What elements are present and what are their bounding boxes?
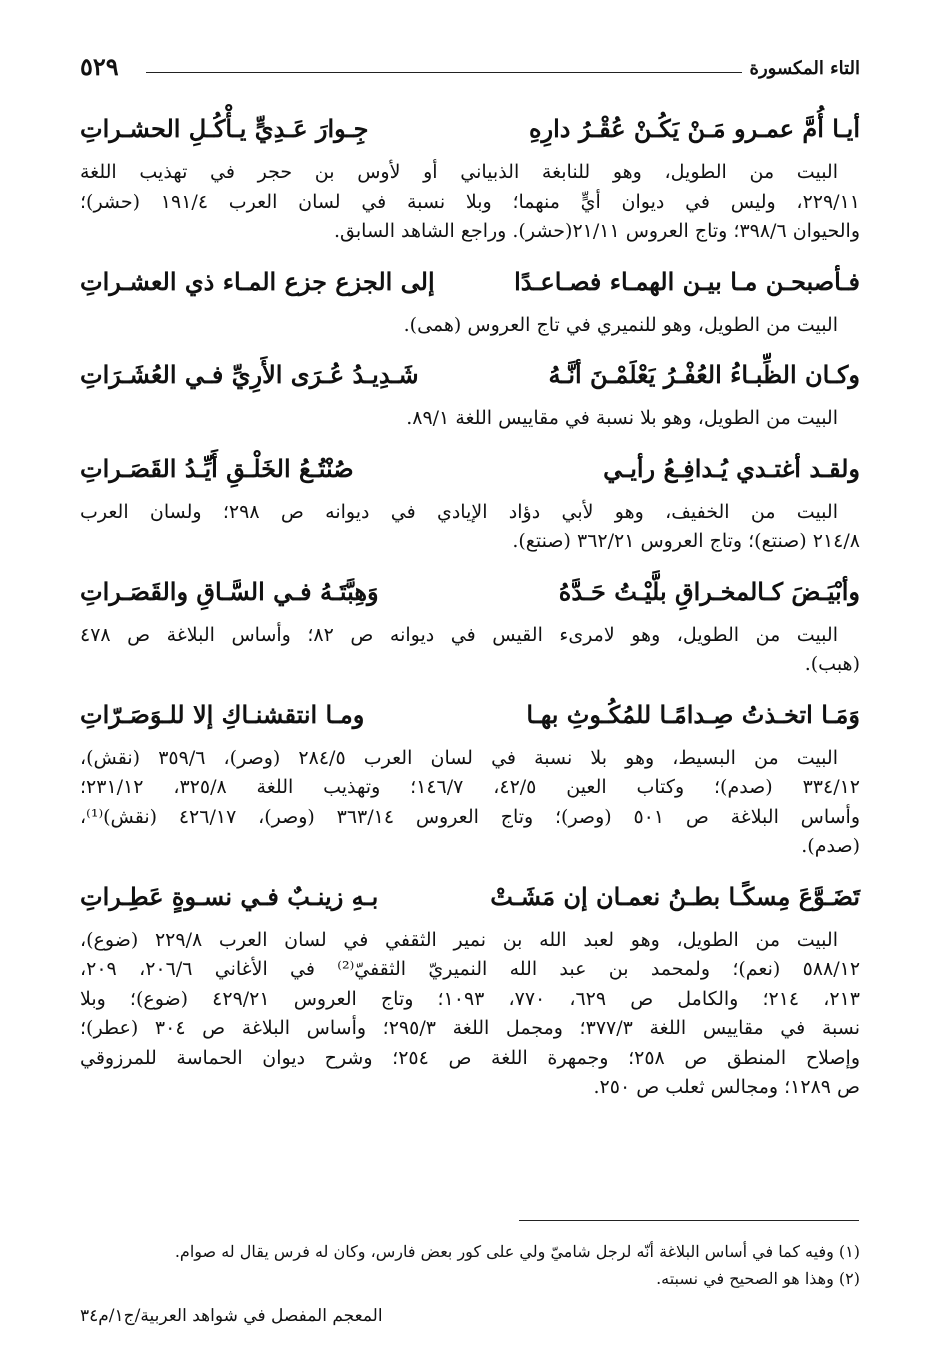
- verse-annotation: [80, 621, 860, 680]
- verse: [80, 870, 860, 924]
- verse-second-hemistich: شَـدِيـدُ عُـرَى الأَرِيِّ فـي العُشَـرَاتِ: [80, 360, 419, 389]
- verse-second-hemistich: صُنْتُـعُ الخَلْـقِ أَيِّـدُ القَصَـراتِ: [80, 453, 354, 483]
- annotation-line: ٣٣٤/١٢ (صدم)؛ وكتاب العين ٤٢/٥، ١٤٦/٧؛ وتهذيب اللغة ٣٢٥/٨، ٢٣١/١٢؛: [80, 776, 861, 798]
- verse-annotation: [80, 926, 860, 1103]
- verse-annotation: [80, 158, 860, 247]
- annotation-line: (صدم).: [801, 835, 860, 857]
- page-number: ٥٢٩: [80, 52, 119, 81]
- verse: [80, 102, 860, 156]
- annotation-line: البيت من الطويل، وهو للنابغة الذبياني أو لأوس بن حجر في تهذيب اللغة: [80, 161, 838, 183]
- verse-second-hemistich: بـهِ زينـبٌ فـي نسـوةٍ عَطِـراتِ: [80, 881, 379, 911]
- verse: [80, 442, 860, 496]
- verse-second-hemistich: وَهِبَّتَـهُ فـي السَّـاقِ والقَصَـراتِ: [80, 576, 379, 606]
- annotation-line: ٢١٤/٨ (صنتع)؛ وتاج العروس ٣٦٢/٢١ (صنتع).: [512, 530, 860, 552]
- running-title: التاء المكسورة: [749, 58, 860, 79]
- verse: [80, 255, 860, 309]
- verse-first-hemistich: وَمَـا اتخـذتُ صِـدامًـا للمُكُـوثِ بهـا: [526, 699, 860, 729]
- annotation-line: البيت من الطويل، وهو لعبد الله بن نمير الثقفي في لسان العرب ٢٢٩/٨ (ضوع)،: [80, 928, 838, 951]
- annotation-line: وإصلاح المنطق ص ٢٥٨؛ وجمهرة اللغة ص ٢٥٤؛ وشرح ديوان الحماسة للمرزوقي: [80, 1046, 861, 1069]
- verse-first-hemistich: تَضَـوَّعَ مِسكًـا بطـنُ نعمـان إن مَشَـتْ: [490, 881, 860, 911]
- footnotes: [80, 1238, 860, 1292]
- verse-annotation: [80, 498, 860, 557]
- annotation-line: البيت من الطويل، وهو للنميري في تاج العروس (همى).: [403, 313, 838, 336]
- annotation-line: ص ١٢٨٩؛ ومجالس ثعلب ص ٢٥٠.: [593, 1076, 860, 1098]
- annotation-line: البيت من الخفيف، وهو لأبي دؤاد الإيادي في ديوانه ص ٢٩٨؛ ولسان العرب: [80, 500, 838, 523]
- verse-first-hemistich: وكـان الظِّبـاءُ العُفْـرُ يَعْلَمْـنَ أنَّـهُ: [548, 360, 860, 389]
- annotation-line: ٢١٣، ٢١٤؛ والكامل ص ٦٢٩، ٧٧٠، ١٠٩٣؛ وتاج العروس ٤٢٩/٢١ (ضوع)؛ وبلا: [80, 987, 860, 1010]
- verse-annotation: [80, 311, 860, 341]
- annotation-line: (هبب).: [804, 653, 860, 675]
- header-rule: [146, 72, 742, 73]
- verse-first-hemistich: ولقـد أغتـدي يُـدافِـعُ رأيـي: [603, 453, 860, 483]
- verse-second-hemistich: ومـا انتقشنـاكِ إلا للـوَصَـرّاتِ: [80, 699, 365, 729]
- footnote-1: (١) وفيه كما في أساس البلاغة أنّه لرجل شاميّ ولي على كور بعض فارس، وكان له فرس يقال له صوام.: [174, 1242, 860, 1261]
- verse-annotation: [80, 404, 860, 434]
- annotation-line: نسبة في مقاييس اللغة ٣٧٧/٣؛ ومجمل اللغة ٢٩٥/٣؛ وأساس البلاغة ص ٣٠٤ (عطر)؛: [80, 1017, 860, 1039]
- verse-second-hemistich: إلى الجزع جزع المـاء ذي العشـراتِ: [80, 266, 435, 296]
- main-content: [80, 102, 860, 1111]
- annotation-line: وأساس البلاغة ص ٥٠١ (وصر)؛ وتاج العروس ٣٦٣/١٤ (وصر)، ٤٢٦/١٧ (نقش)⁽¹⁾،: [80, 805, 860, 828]
- verse-first-hemistich: فـأصبحـن مـا بيـن الهمـاء فصـاعـدًا: [514, 266, 860, 296]
- verse-first-hemistich: وأبْيَـضَ كـالمخـراقِ بلَّيْـتُ حَـدَّهُ: [558, 576, 860, 606]
- verse-second-hemistich: جِـوارَ عَـدِيٍّ يـأْكُـلِ الحشـراتِ: [80, 114, 369, 143]
- verse-annotation: [80, 744, 860, 862]
- verse: [80, 688, 860, 742]
- verse: [80, 348, 860, 402]
- footnote-2: (٢) وهذا هو الصحيح في نسبته.: [656, 1269, 860, 1288]
- annotation-line: والحيوان ٣٩٨/٦؛ وتاج العروس ٢١/١١(حشر). وراجع الشاهد السابق.: [334, 220, 860, 242]
- page-footer: المعجم المفصل في شواهد العربية/ج١/م٣٤: [80, 1306, 383, 1326]
- annotation-line: ٢٢٩/١١، وليس في ديوان أيٍّ منهما؛ وبلا نسبة في لسان العرب ١٩١/٤ (حشر)؛: [80, 190, 860, 213]
- annotation-line: ٥٨٨/١٢ (نعم)؛ ولمحمد بن عبد الله النميريّ الثقفيّ⁽²⁾ في الأغاني ٢٠٦/٦، ٢٠٩،: [80, 958, 861, 980]
- page-header: [80, 52, 860, 92]
- annotation-line: البيت من الطويل، وهو لامرىء القيس في ديوانه ص ٨٢؛ وأساس البلاغة ص ٤٧٨: [80, 623, 838, 646]
- verse-first-hemistich: أيـا أُمَّ عمـرو مَـنْ يَكُـنْ عُقْـرُ دارِهِ: [528, 114, 860, 143]
- footnote-rule: [519, 1220, 859, 1221]
- verse: [80, 565, 860, 619]
- annotation-line: البيت من الطويل، وهو بلا نسبة في مقاييس اللغة ٨٩/١.: [406, 407, 838, 429]
- annotation-line: البيت من البسيط، وهو بلا نسبة في لسان العرب ٢٨٤/٥ (وصر)، ٣٥٩/٦ (نقش)،: [80, 746, 838, 769]
